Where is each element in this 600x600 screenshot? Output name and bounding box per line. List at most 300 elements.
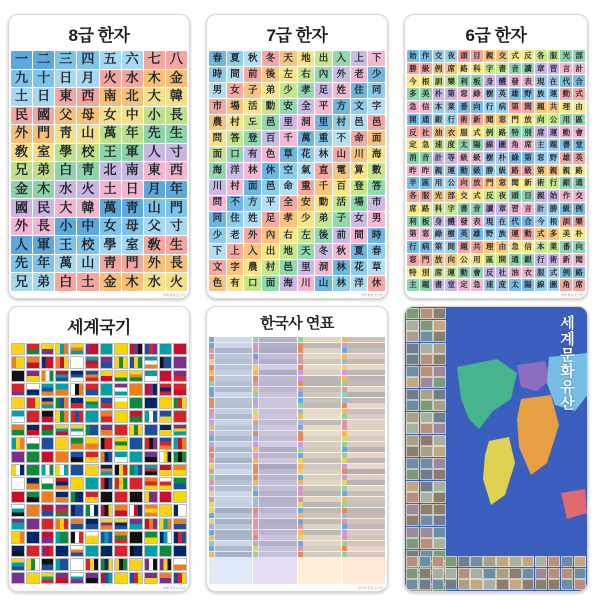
timeline-entry xyxy=(209,370,252,375)
flag-cell xyxy=(114,572,128,584)
hanja-cell: 發 xyxy=(458,216,470,228)
timeline-thumbnail xyxy=(342,337,347,342)
timeline-text-line xyxy=(259,535,297,540)
hanja-cell: 住 xyxy=(351,83,368,98)
hanja-cell: 讀 xyxy=(484,203,496,215)
flag-cell xyxy=(144,410,158,422)
poster-title-world-flags: 세계국기 xyxy=(67,318,131,337)
timeline-text-line xyxy=(303,370,341,375)
hanja-cell: 代 xyxy=(509,216,521,228)
flag-cell xyxy=(114,370,128,382)
heritage-photo-strip-bottom xyxy=(405,555,587,591)
hanja-cell: 生 xyxy=(166,236,187,254)
hanja-cell: 言 xyxy=(522,203,534,215)
timeline-thumbnail xyxy=(298,447,303,452)
timeline-text-line xyxy=(347,464,385,469)
hanja-cell: 足 xyxy=(262,212,279,227)
timeline-entry xyxy=(342,425,385,430)
timeline-thumbnail xyxy=(209,453,214,458)
flag-cell xyxy=(11,397,25,409)
heritage-photo xyxy=(420,354,433,365)
hanja-cell: 病 xyxy=(420,241,432,253)
hanja-cell: 向 xyxy=(573,241,585,253)
timeline-thumbnail xyxy=(298,436,303,441)
timeline-entry xyxy=(253,447,296,452)
timeline-text-line xyxy=(215,486,253,491)
flag-cell xyxy=(11,558,25,570)
hanja-cell: 時 xyxy=(209,67,226,82)
timeline-column xyxy=(253,337,296,584)
hanja-cell: 第 xyxy=(509,101,521,113)
hanja-cell: 長 xyxy=(166,107,187,125)
heritage-photo xyxy=(445,579,457,590)
heritage-photo xyxy=(406,492,419,503)
timeline-entry xyxy=(298,546,341,551)
flag-cell xyxy=(41,531,55,543)
hanja-cell: 別 xyxy=(420,267,432,279)
hanja-cell: 千 xyxy=(280,131,297,146)
flag-cell xyxy=(144,491,158,503)
timeline-text-line xyxy=(347,541,385,546)
flag-cell xyxy=(55,464,69,476)
hanja-cell: 綠 xyxy=(509,152,521,164)
timeline-entry xyxy=(298,392,341,397)
hanja-cell: 路 xyxy=(420,203,432,215)
flag-cell xyxy=(55,397,69,409)
timeline-thumbnail xyxy=(298,552,303,557)
hanja-cell: 川 xyxy=(351,147,368,162)
flag-cell xyxy=(114,397,128,409)
timeline-text-line xyxy=(303,409,341,414)
timeline-entry xyxy=(209,431,252,436)
timeline-entry xyxy=(342,513,385,518)
hanja-cell: 級 xyxy=(471,165,483,177)
hanja-cell: 在 xyxy=(548,75,560,87)
timeline-text-line xyxy=(215,508,253,513)
hanja-cell: 夏 xyxy=(227,51,244,66)
flag-cell xyxy=(100,451,114,463)
timeline-thumbnail xyxy=(298,398,303,403)
hanja-cell: 川 xyxy=(298,276,315,291)
timeline-entry xyxy=(253,541,296,546)
flag-cell xyxy=(26,518,40,530)
flag-cell xyxy=(159,437,173,449)
poster-hanja-grade-8[interactable] xyxy=(8,14,190,299)
flag-cell xyxy=(11,464,25,476)
hanja-cell: 章 xyxy=(496,203,508,215)
hanja-cell: 母 xyxy=(77,107,98,125)
hanja-cell: 路 xyxy=(509,165,521,177)
heritage-photo xyxy=(433,458,446,469)
world-map-graphic xyxy=(405,307,587,591)
timeline-entry xyxy=(209,403,252,408)
timeline-entry xyxy=(209,420,252,425)
heritage-photo xyxy=(535,579,547,590)
world-flags-grid xyxy=(9,341,189,586)
hanja-cell: 長 xyxy=(166,255,187,273)
hanja-cell: 少 xyxy=(298,212,315,227)
hanja-cell: 交 xyxy=(458,190,470,202)
poster-korea-history-timeline[interactable] xyxy=(206,306,388,592)
hanja-cell: 休 xyxy=(262,163,279,178)
hanja-cell: 夏 xyxy=(351,244,368,259)
timeline-thumbnail xyxy=(298,387,303,392)
heritage-photo xyxy=(420,308,433,319)
hanja-cell: 親 xyxy=(560,165,572,177)
timeline-text-line xyxy=(259,414,297,419)
timeline-thumbnail xyxy=(253,381,258,386)
timeline-text-line xyxy=(303,447,341,452)
flag-cell xyxy=(55,356,69,368)
timeline-text-line xyxy=(259,348,297,353)
hanja-cell: 今 xyxy=(535,216,547,228)
timeline-thumbnail xyxy=(298,535,303,540)
hanja-cell: 式 xyxy=(509,50,521,62)
timeline-thumbnail xyxy=(342,453,347,458)
timeline-entry xyxy=(253,376,296,381)
timeline-thumbnail xyxy=(253,370,258,375)
timeline-text-line xyxy=(347,370,385,375)
timeline-text-line xyxy=(259,486,297,491)
timeline-thumbnail xyxy=(253,420,258,425)
hanja-cell: 少 xyxy=(280,83,297,98)
timeline-text-line xyxy=(259,497,297,502)
hanja-cell: 行 xyxy=(548,177,560,189)
hanja-cell: 聞 xyxy=(509,177,521,189)
flag-cell xyxy=(114,464,128,476)
hanja-cell: 言 xyxy=(560,63,572,75)
flag-cell xyxy=(11,518,25,530)
flag-cell xyxy=(144,343,158,355)
flag-cell xyxy=(159,572,173,584)
hanja-cell: 口 xyxy=(244,276,261,291)
timeline-thumbnail xyxy=(209,376,214,381)
flag-cell xyxy=(26,424,40,436)
timeline-text-line xyxy=(215,420,253,425)
hanja-cell: 百 xyxy=(262,131,279,146)
hanja-cell: 冬 xyxy=(262,51,279,66)
timeline-thumbnail xyxy=(298,513,303,518)
flag-cell xyxy=(144,397,158,409)
timeline-thumbnail xyxy=(253,530,258,535)
flag-cell xyxy=(41,451,55,463)
timeline-thumbnail xyxy=(253,524,258,529)
heritage-photo xyxy=(420,538,433,549)
hanja-cell: 父 xyxy=(55,107,76,125)
poster-title-hanja-8: 8급 한자 xyxy=(68,26,130,45)
timeline-text-line xyxy=(215,398,253,403)
timeline-entry xyxy=(298,376,341,381)
timeline-thumbnail xyxy=(209,337,214,342)
flag-cell xyxy=(41,437,55,449)
hanja-cell: 野 xyxy=(484,228,496,240)
timeline-entry xyxy=(342,519,385,524)
timeline-entry xyxy=(298,343,341,348)
timeline-entry xyxy=(253,508,296,513)
timeline-entry xyxy=(298,359,341,364)
heritage-photo xyxy=(406,343,419,354)
timeline-entry xyxy=(298,486,341,491)
flag-cell xyxy=(159,343,173,355)
heritage-photo xyxy=(406,423,419,434)
poster-hanja-grade-6[interactable] xyxy=(404,14,588,299)
timeline-text-line xyxy=(303,381,341,386)
hanja-cell: 等 xyxy=(445,152,457,164)
timeline-text-line xyxy=(303,376,341,381)
hanja-cell: 文 xyxy=(351,99,368,114)
timeline-text-line xyxy=(303,530,341,535)
hanja-cell: 山 xyxy=(333,147,350,162)
timeline-text-line xyxy=(303,486,341,491)
hanja-cell: 油 xyxy=(509,267,521,279)
hanja-cell: 計 xyxy=(573,63,585,75)
hanja-cell: 西 xyxy=(77,88,98,106)
timeline-text-line xyxy=(347,431,385,436)
timeline-text-line xyxy=(259,519,297,524)
timeline-text-line xyxy=(215,453,253,458)
hanja-cell: 平 xyxy=(262,196,279,211)
hanja-cell: 科 xyxy=(471,63,483,75)
timeline-entry xyxy=(298,354,341,359)
flag-cell xyxy=(144,464,158,476)
hanja-cell: 公 xyxy=(548,114,560,126)
timeline-entry xyxy=(342,502,385,507)
hanja-cell: 出 xyxy=(315,51,332,66)
timeline-thumbnail xyxy=(209,398,214,403)
timeline-entry xyxy=(209,359,252,364)
hanja-cell: 主 xyxy=(407,279,419,291)
timeline-entry xyxy=(209,348,252,353)
flag-cell xyxy=(159,504,173,516)
timeline-entry xyxy=(342,447,385,452)
timeline-thumbnail xyxy=(209,387,214,392)
timeline-text-line xyxy=(215,458,253,463)
flag-cell xyxy=(114,504,128,516)
hanja-cell: 運 xyxy=(445,165,457,177)
timeline-text-line xyxy=(303,541,341,546)
hanja-cell: 衣 xyxy=(522,267,534,279)
timeline-text-line xyxy=(303,436,341,441)
hanja-cell: 外 xyxy=(144,255,165,273)
timeline-text-line xyxy=(347,469,385,474)
heritage-photo xyxy=(406,538,419,549)
timeline-thumbnail xyxy=(253,436,258,441)
hanja-cell: 萬 xyxy=(298,131,315,146)
hanja-cell: 民 xyxy=(33,199,54,217)
hanja-cell: 各 xyxy=(407,190,419,202)
poster-hanja-grade-7[interactable] xyxy=(206,14,388,299)
hanja-cell: 左 xyxy=(298,228,315,243)
hanja-cell: 太 xyxy=(458,139,470,151)
hanja-cell: 校 xyxy=(77,236,98,254)
hanja-cell: 海 xyxy=(368,147,385,162)
hanja-cell: 音 xyxy=(509,63,521,75)
hanja-cell: 土 xyxy=(100,181,121,199)
hanja-cell: 木 xyxy=(122,273,143,291)
timeline-text-line xyxy=(347,436,385,441)
hanja-cell: 由 xyxy=(573,101,585,113)
hanja-cell: 夜 xyxy=(496,190,508,202)
flag-cell xyxy=(26,356,40,368)
flag-cell xyxy=(129,464,143,476)
hanja-cell: 勝 xyxy=(407,63,419,75)
timeline-entry xyxy=(298,414,341,419)
hanja-cell: 向 xyxy=(471,101,483,113)
timeline-text-line xyxy=(215,403,253,408)
hanja-cell: 本 xyxy=(535,241,547,253)
flag-cell xyxy=(100,410,114,422)
timeline-text-line xyxy=(303,354,341,359)
hanja-cell: 親 xyxy=(535,190,547,202)
flag-cell xyxy=(70,343,84,355)
timeline-entry xyxy=(298,447,341,452)
hanja-cell: 父 xyxy=(144,218,165,236)
timeline-thumbnail xyxy=(342,387,347,392)
hanja-cell: 理 xyxy=(560,101,572,113)
hanja-cell: 油 xyxy=(433,126,445,138)
flag-cell xyxy=(173,383,187,395)
poster-world-flags[interactable] xyxy=(8,306,190,592)
hanja-cell: 雄 xyxy=(560,152,572,164)
heritage-photo xyxy=(420,469,433,480)
hanja-cell: 字 xyxy=(445,203,457,215)
timeline-entry xyxy=(342,436,385,441)
hanja-cell: 水 xyxy=(144,273,165,291)
hanja-cell: 靑 xyxy=(77,162,98,180)
hanja-cell: 花 xyxy=(351,260,368,275)
timeline-entry xyxy=(209,464,252,469)
hanja-cell: 下 xyxy=(209,244,226,259)
flag-cell xyxy=(100,518,114,530)
hanja-cell: 老 xyxy=(351,67,368,82)
timeline-text-line xyxy=(303,519,341,524)
flag-cell xyxy=(41,370,55,382)
hanja-cell: 反 xyxy=(484,190,496,202)
timeline-entry xyxy=(209,541,252,546)
flag-cell xyxy=(70,531,84,543)
hanja-cell: 急 xyxy=(471,279,483,291)
timeline-thumbnail xyxy=(253,414,258,419)
hanja-cell: 秋 xyxy=(244,51,261,66)
timeline-text-line xyxy=(303,387,341,392)
flag-cell xyxy=(41,343,55,355)
hanja-cell: 在 xyxy=(496,216,508,228)
hanja-cell: 面 xyxy=(244,180,261,195)
timeline-entry xyxy=(253,359,296,364)
hanja-cell: 發 xyxy=(509,75,521,87)
hanja-cell: 表 xyxy=(522,75,534,87)
flag-cell xyxy=(55,424,69,436)
flag-cell xyxy=(144,518,158,530)
timeline-thumbnail xyxy=(209,469,214,474)
flag-cell xyxy=(55,531,69,543)
hanja-cell: 始 xyxy=(407,50,419,62)
timeline-text-line xyxy=(215,502,253,507)
hanja-cell: 由 xyxy=(496,241,508,253)
timeline-text-line xyxy=(259,365,297,370)
flag-cell xyxy=(144,424,158,436)
heritage-photo xyxy=(433,423,446,434)
flag-cell xyxy=(100,343,114,355)
hanja-cell: 番 xyxy=(560,241,572,253)
heritage-photo xyxy=(433,469,446,480)
timeline-text-line xyxy=(259,475,297,480)
flag-cell xyxy=(11,491,25,503)
poster-footer-hanja-6: 한자 학습 포스터 xyxy=(561,293,583,297)
hanja-cell: 林 xyxy=(333,276,350,291)
hanja-cell: 邑 xyxy=(280,260,297,275)
flag-cell xyxy=(55,491,69,503)
hanja-cell: 林 xyxy=(315,147,332,162)
hanja-cell: 級 xyxy=(522,165,534,177)
timeline-entry xyxy=(342,387,385,392)
timeline-text-line xyxy=(303,469,341,474)
hanja-cell: 服 xyxy=(548,50,560,62)
flag-cell xyxy=(85,343,99,355)
flag-cell xyxy=(114,491,128,503)
hanja-cell: 別 xyxy=(522,126,534,138)
hanja-cell: 木 xyxy=(33,181,54,199)
timeline-thumbnail xyxy=(209,519,214,524)
timeline-entry xyxy=(298,497,341,502)
hanja-cell: 直 xyxy=(315,163,332,178)
hanja-cell: 代 xyxy=(560,75,572,87)
hanja-cell: 面 xyxy=(262,276,279,291)
timeline-thumbnail xyxy=(342,502,347,507)
hanja-cell: 里 xyxy=(298,260,315,275)
hanja-cell: 里 xyxy=(315,115,332,130)
flag-cell xyxy=(129,477,143,489)
heritage-photo xyxy=(433,412,446,423)
timeline-entry xyxy=(342,376,385,381)
timeline-thumbnail xyxy=(298,480,303,485)
heritage-photo xyxy=(420,515,433,526)
poster-world-map[interactable] xyxy=(404,306,588,592)
hanja-cell: 字 xyxy=(368,99,385,114)
timeline-thumbnail xyxy=(298,464,303,469)
hanja-cell: 洞 xyxy=(315,260,332,275)
hanja-cell: 休 xyxy=(368,276,385,291)
hanja-cell: 空 xyxy=(280,163,297,178)
timeline-thumbnail xyxy=(342,436,347,441)
hanja-cell: 水 xyxy=(122,70,143,88)
timeline-thumbnail xyxy=(298,541,303,546)
hanja-cell: 門 xyxy=(484,177,496,189)
heritage-photo xyxy=(419,579,431,590)
timeline-entry xyxy=(209,502,252,507)
flag-cell xyxy=(129,383,143,395)
flag-cell xyxy=(100,464,114,476)
hanja-cell: 全 xyxy=(280,196,297,211)
hanja-cell: 軍 xyxy=(33,236,54,254)
hanja-cell: 樹 xyxy=(484,152,496,164)
hanja-cell: 水 xyxy=(55,181,76,199)
timeline-thumbnail xyxy=(209,486,214,491)
timeline-thumbnail xyxy=(298,524,303,529)
timeline-thumbnail xyxy=(342,354,347,359)
heritage-photo xyxy=(496,568,508,579)
hanja-cell: 英 xyxy=(573,152,585,164)
timeline-thumbnail xyxy=(253,453,258,458)
hanja-cell: 右 xyxy=(298,67,315,82)
timeline-thumbnail xyxy=(342,535,347,540)
timeline-thumbnail xyxy=(342,447,347,452)
hanja-cell: 小 xyxy=(144,107,165,125)
timeline-text-line xyxy=(347,486,385,491)
timeline-entry xyxy=(209,387,252,392)
timeline-text-line xyxy=(215,541,253,546)
hanja-cell: 不 xyxy=(333,131,350,146)
